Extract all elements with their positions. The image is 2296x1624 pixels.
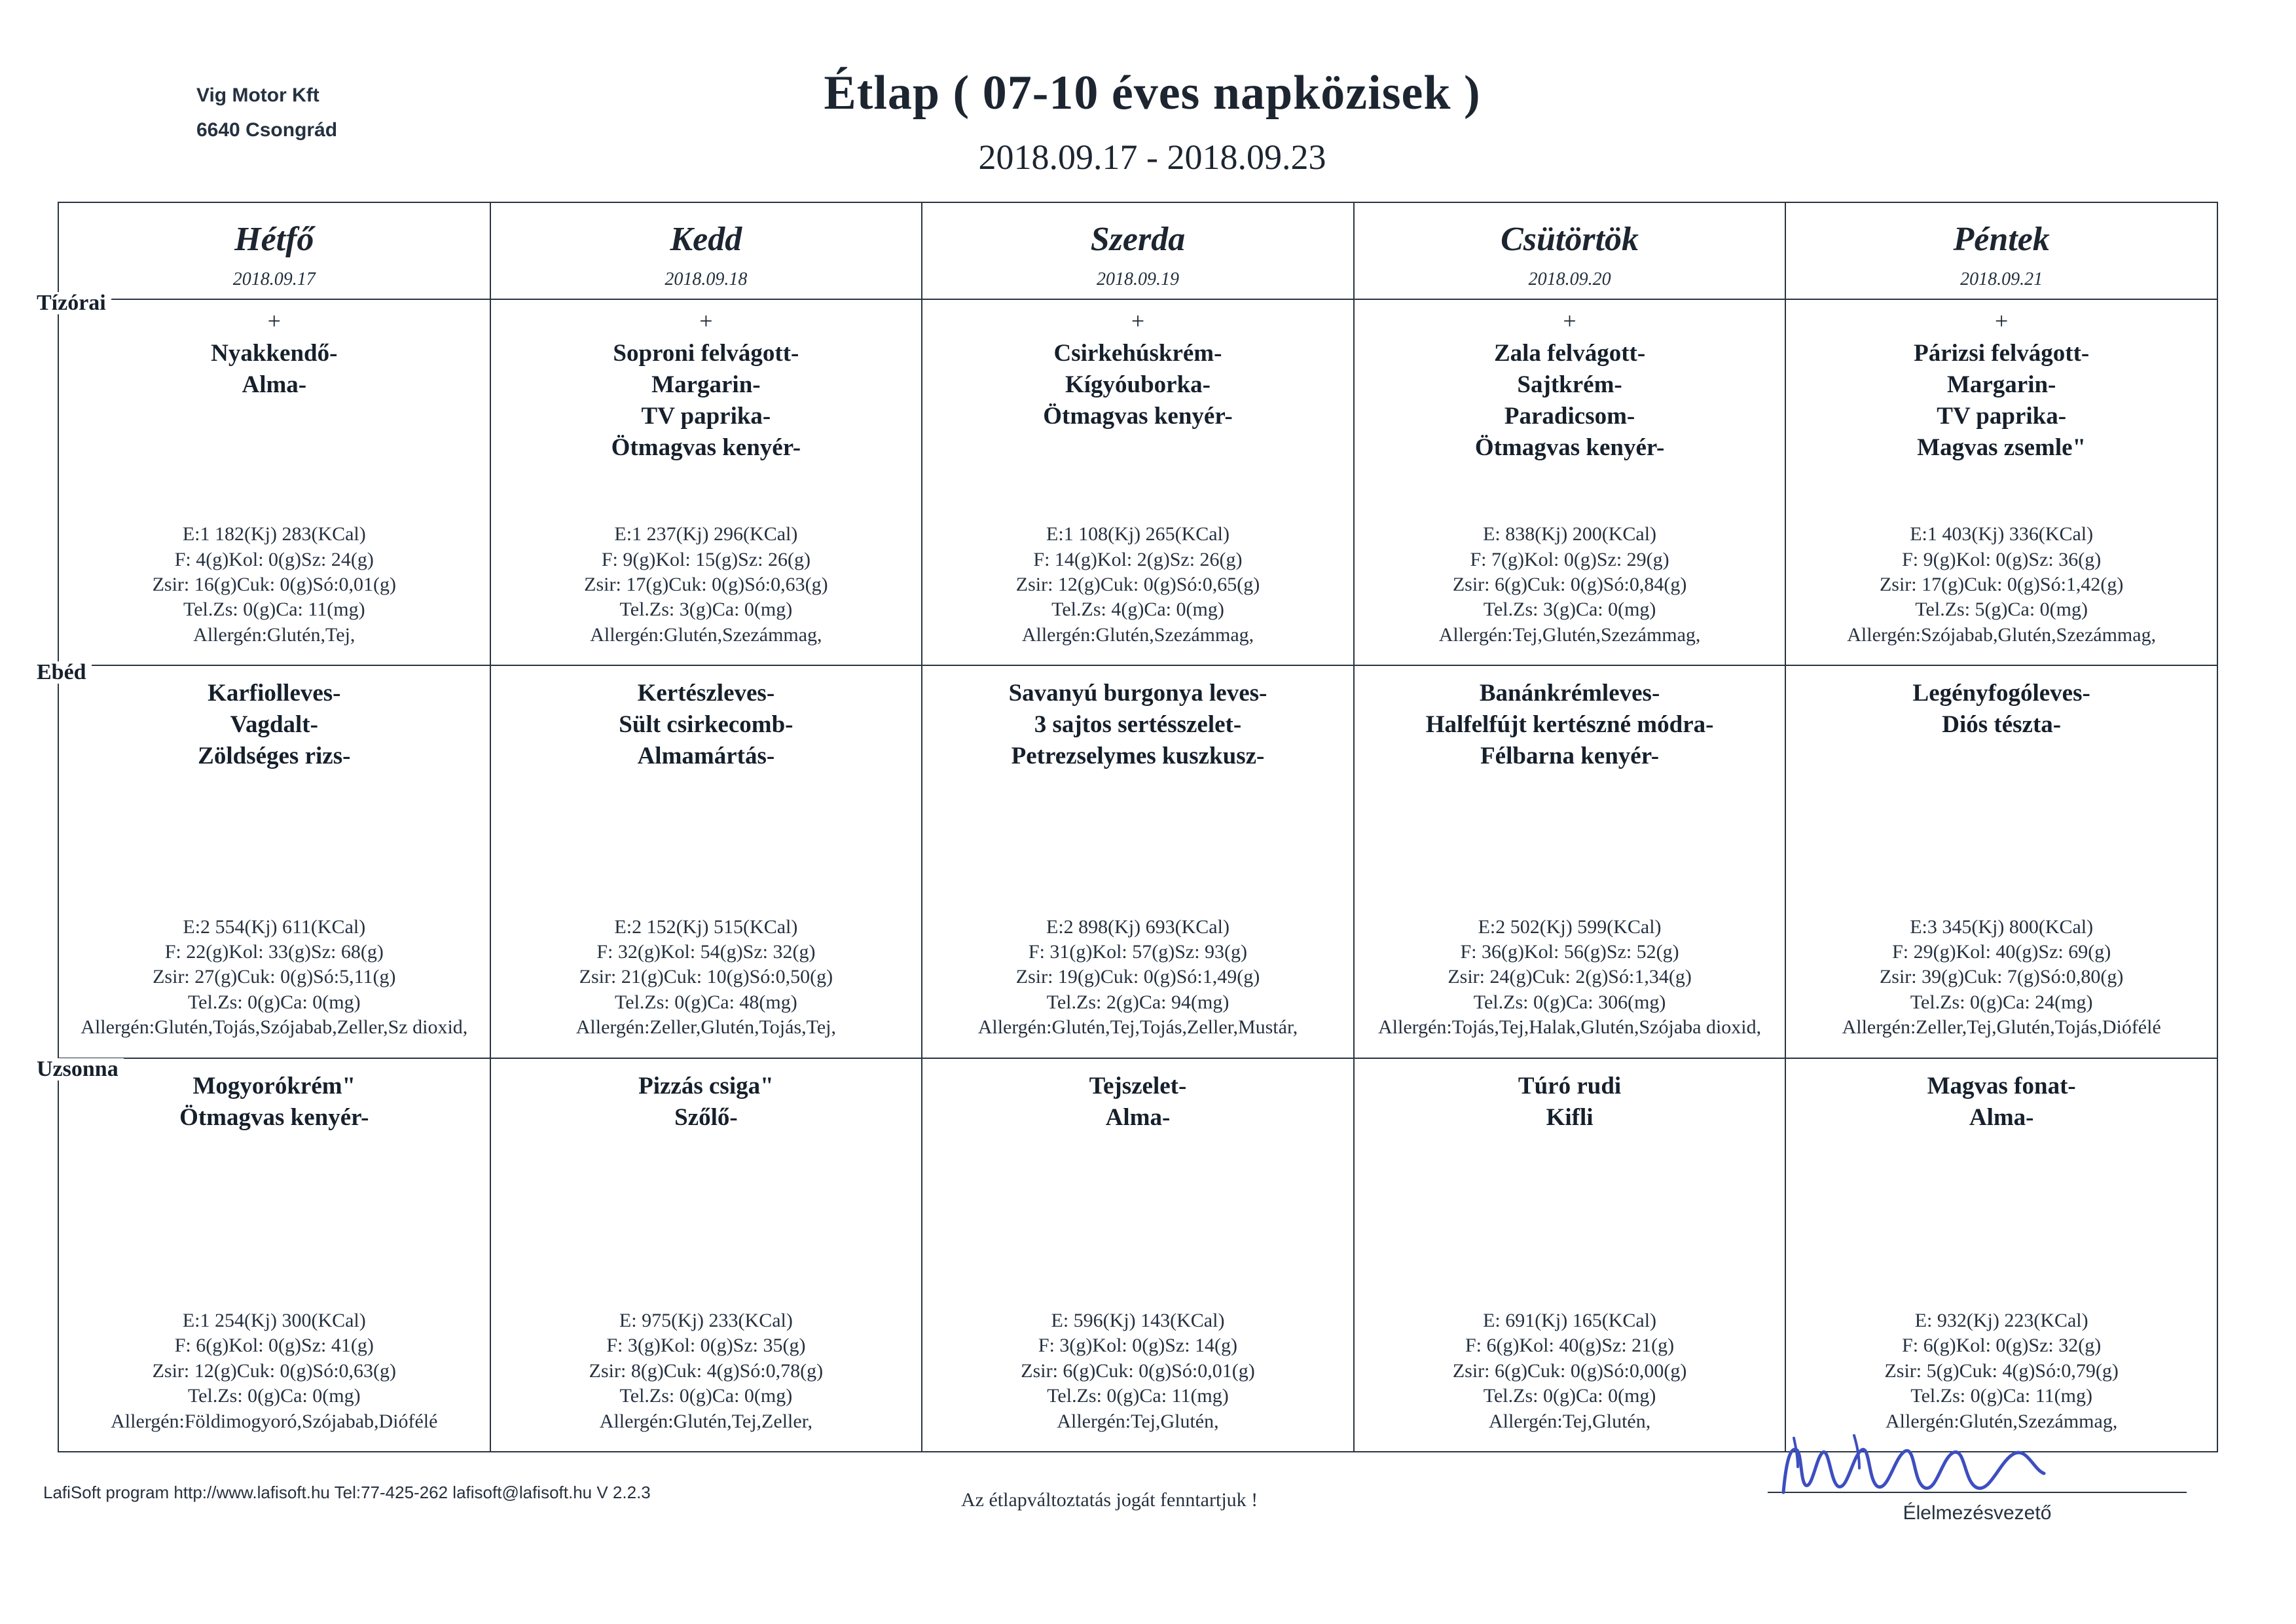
nutrition-block — [503, 522, 910, 665]
company-block — [196, 79, 471, 147]
dish-line: TV paprika- — [641, 403, 771, 430]
meal-cell-ebed-hetfo — [59, 666, 491, 1057]
day-date: 2018.09.18 — [665, 269, 748, 289]
meal-cell-uzsonna-pentek — [1786, 1059, 2217, 1451]
dish-list — [1798, 338, 2205, 464]
dish-line: Diós tészta- — [1942, 711, 2062, 739]
dish-line: Vagdalt- — [230, 711, 318, 739]
dish-line: Sült csirkecomb- — [619, 711, 793, 739]
nutrition-energy: E:2 152(Kj) 515(KCal) — [614, 915, 798, 938]
nutrition-macro2: Zsir: 5(g)Cuk: 4(g)Só:0,79(g) — [1884, 1359, 2119, 1382]
nutrition-macro1: F: 29(g)Kol: 40(g)Sz: 69(g) — [1892, 941, 2111, 963]
nutrition-macro2: Zsir: 12(g)Cuk: 0(g)Só:0,63(g) — [152, 1359, 397, 1382]
plus-mark: + — [1995, 307, 2009, 334]
allergen-text: Allergén:Glutén,Szezámmag, — [1886, 1410, 2118, 1432]
dish-line: Zöldséges rizs- — [198, 743, 351, 770]
nutrition-macro1: F: 6(g)Kol: 40(g)Sz: 21(g) — [1465, 1335, 1675, 1357]
dish-line: Soproni felvágott- — [613, 339, 799, 367]
nutrition-block — [1798, 522, 2205, 665]
dish-list — [1798, 678, 2205, 741]
nutrition-macro1: F: 22(g)Kol: 33(g)Sz: 68(g) — [164, 941, 384, 963]
day-date: 2018.09.17 — [232, 269, 316, 289]
dish-line: Párizsi felvágott- — [1914, 339, 2090, 367]
nutrition-energy: E:1 403(Kj) 336(KCal) — [1910, 523, 2094, 545]
nutrition-energy: E: 838(Kj) 200(KCal) — [1483, 523, 1657, 545]
nutrition-macro3: Tel.Zs: 0(g)Ca: 306(mg) — [1473, 991, 1666, 1013]
menu-table — [58, 202, 2218, 1452]
day-name: Hétfő — [234, 221, 314, 258]
nutrition-block — [503, 1308, 910, 1451]
nutrition-macro1: F: 9(g)Kol: 15(g)Sz: 26(g) — [601, 548, 811, 570]
nutrition-macro3: Tel.Zs: 4(g)Ca: 0(mg) — [1051, 599, 1224, 621]
dish-line: Savanyú burgonya leves- — [1008, 680, 1267, 707]
signature-icon — [1741, 1445, 2213, 1488]
dish-line: Zala felvágott- — [1493, 339, 1646, 367]
nutrition-macro2: Zsir: 8(g)Cuk: 4(g)Só:0,78(g) — [589, 1359, 824, 1382]
nutrition-macro2: Zsir: 24(g)Cuk: 2(g)Só:1,34(g) — [1448, 966, 1692, 988]
plus-mark: + — [1131, 307, 1145, 334]
program-info: LafiSoft program http://www.lafisoft.hu Tel:77-425-262 lafisoft@lafisoft.hu V 2.2.3 — [43, 1483, 651, 1502]
dish-line: Margarin- — [1946, 371, 2056, 398]
nutrition-macro3: Tel.Zs: 0(g)Ca: 0(mg) — [619, 1385, 793, 1407]
company-name: Vig Motor Kft — [196, 84, 319, 106]
nutrition-macro2: Zsir: 6(g)Cuk: 0(g)Só:0,00(g) — [1452, 1359, 1687, 1382]
row-label-uzsonna: Uzsonna — [33, 1058, 124, 1080]
nutrition-macro3: Tel.Zs: 0(g)Ca: 0(mg) — [187, 991, 361, 1013]
meal-cell-tizorai-pentek — [1786, 300, 2217, 665]
nutrition-macro3: Tel.Zs: 2(g)Ca: 94(mg) — [1046, 991, 1230, 1013]
nutrition-macro3: Tel.Zs: 0(g)Ca: 11(mg) — [1910, 1385, 2092, 1407]
dish-list — [934, 338, 1341, 432]
nutrition-energy: E:1 237(Kj) 296(KCal) — [614, 523, 798, 545]
dish-list — [71, 678, 478, 772]
day-date: 2018.09.20 — [1528, 269, 1611, 289]
meal-cell-tizorai-szerda — [922, 300, 1355, 665]
nutrition-block — [1366, 915, 1774, 1058]
allergen-text: Allergén:Tej,Glutén,Szezámmag, — [1438, 623, 1701, 646]
nutrition-macro1: F: 4(g)Kol: 0(g)Sz: 24(g) — [174, 548, 374, 570]
nutrition-energy: E: 691(Kj) 165(KCal) — [1483, 1310, 1657, 1332]
dish-line: Alma- — [1105, 1103, 1171, 1131]
dish-list — [503, 1071, 910, 1134]
meal-row-tizorai — [59, 300, 2217, 666]
dish-list — [934, 678, 1341, 772]
dish-line: Paradicsom- — [1504, 403, 1635, 430]
meal-row-ebed — [59, 666, 2217, 1058]
nutrition-macro3: Tel.Zs: 0(g)Ca: 48(mg) — [615, 991, 797, 1013]
day-name: Péntek — [1953, 221, 2050, 258]
dish-line: Petrezselymes kuszkusz- — [1011, 743, 1265, 770]
meal-cell-uzsonna-csutortok — [1355, 1059, 1787, 1451]
allergen-text: Allergén:Földimogyoró,Szójabab,Diófélé — [111, 1410, 438, 1432]
nutrition-macro3: Tel.Zs: 3(g)Ca: 0(mg) — [1483, 599, 1656, 621]
dish-line: Legényfogóleves- — [1912, 680, 2090, 707]
nutrition-macro1: F: 3(g)Kol: 0(g)Sz: 14(g) — [1038, 1335, 1238, 1357]
page-footer — [0, 1460, 2296, 1617]
dish-line: Pizzás csiga" — [638, 1072, 774, 1099]
signature-label: Élelmezésvezető — [1903, 1502, 2052, 1524]
dish-line: Mogyorókrém" — [192, 1072, 356, 1099]
page-header — [0, 0, 2296, 196]
nutrition-energy: E:1 108(Kj) 265(KCal) — [1046, 523, 1230, 545]
dish-line: Sajtkrém- — [1517, 371, 1622, 398]
nutrition-macro2: Zsir: 21(g)Cuk: 10(g)Só:0,50(g) — [579, 966, 833, 988]
nutrition-macro3: Tel.Zs: 0(g)Ca: 0(mg) — [187, 1385, 361, 1407]
disclaimer-text: Az étlapváltoztatás jogát fenntartjuk ! — [961, 1489, 1258, 1511]
dish-line: Halfelfújt kertészné módra- — [1425, 711, 1714, 739]
dish-line: Margarin- — [651, 371, 761, 398]
dish-list — [503, 678, 910, 772]
row-label-ebed: Ebéd — [33, 661, 92, 684]
meal-cell-ebed-csutortok — [1355, 666, 1787, 1057]
dish-line: Banánkrémleves- — [1479, 680, 1660, 707]
nutrition-block — [1798, 915, 2205, 1058]
allergen-text: Allergén:Glutén,Szezámmag, — [590, 623, 822, 646]
dish-line: Nyakkendő- — [211, 339, 338, 367]
dish-line: Tejszelet- — [1089, 1072, 1187, 1099]
dish-list — [1798, 1071, 2205, 1134]
nutrition-macro1: F: 3(g)Kol: 0(g)Sz: 35(g) — [606, 1335, 806, 1357]
nutrition-block — [1366, 1308, 1774, 1451]
dish-line: Kertészleves- — [637, 680, 775, 707]
nutrition-block — [71, 522, 478, 665]
nutrition-macro2: Zsir: 12(g)Cuk: 0(g)Só:0,65(g) — [1015, 574, 1260, 596]
title-block — [655, 65, 1650, 177]
nutrition-macro3: Tel.Zs: 3(g)Ca: 0(mg) — [619, 599, 793, 621]
nutrition-macro1: F: 9(g)Kol: 0(g)Sz: 36(g) — [1902, 548, 2102, 570]
nutrition-energy: E:1 182(Kj) 283(KCal) — [182, 523, 366, 545]
dish-line: Ötmagvas kenyér- — [179, 1103, 369, 1131]
nutrition-macro2: Zsir: 39(g)Cuk: 7(g)Só:0,80(g) — [1879, 966, 2124, 988]
dish-line: Ötmagvas kenyér- — [1474, 434, 1665, 462]
allergen-text: Allergén:Glutén,Tojás,Szójabab,Zeller,Sz dioxid, — [81, 1016, 468, 1039]
dish-list — [1366, 678, 1774, 772]
day-header-hetfo — [59, 203, 491, 299]
meal-cell-uzsonna-kedd — [491, 1059, 923, 1451]
nutrition-energy: E:2 898(Kj) 693(KCal) — [1046, 915, 1230, 938]
nutrition-macro1: F: 31(g)Kol: 57(g)Sz: 93(g) — [1028, 941, 1248, 963]
day-name: Kedd — [670, 221, 742, 258]
nutrition-macro2: Zsir: 16(g)Cuk: 0(g)Só:0,01(g) — [152, 574, 397, 596]
meal-cell-tizorai-kedd — [491, 300, 923, 665]
page-title: Étlap ( 07-10 éves napközisek ) — [824, 66, 1481, 120]
nutrition-macro2: Zsir: 27(g)Cuk: 0(g)Só:5,11(g) — [153, 966, 396, 988]
nutrition-macro2: Zsir: 17(g)Cuk: 0(g)Só:0,63(g) — [584, 574, 828, 596]
meal-cell-ebed-pentek — [1786, 666, 2217, 1057]
meal-cell-tizorai-csutortok — [1355, 300, 1787, 665]
nutrition-macro1: F: 6(g)Kol: 0(g)Sz: 32(g) — [1902, 1335, 2102, 1357]
dish-line: Alma- — [1969, 1103, 2034, 1131]
company-address: 6640 Csongrád — [196, 119, 338, 141]
dish-line: Ötmagvas kenyér- — [611, 434, 801, 462]
nutrition-macro1: F: 14(g)Kol: 2(g)Sz: 26(g) — [1033, 548, 1243, 570]
dish-line: Ötmagvas kenyér- — [1043, 403, 1233, 430]
meal-cell-tizorai-hetfo — [59, 300, 491, 665]
allergen-text: Allergén:Glutén,Tej,Tojás,Zeller,Mustár, — [977, 1016, 1298, 1039]
dish-line: Félbarna kenyér- — [1480, 743, 1660, 770]
meal-cell-ebed-kedd — [491, 666, 923, 1057]
plus-mark: + — [699, 307, 713, 334]
nutrition-macro3: Tel.Zs: 0(g)Ca: 11(mg) — [1047, 1385, 1229, 1407]
dish-list — [503, 338, 910, 464]
allergen-text: Allergén:Glutén,Szezámmag, — [1021, 623, 1254, 646]
allergen-text: Allergén:Tej,Glutén, — [1057, 1410, 1219, 1432]
table-header-row — [59, 203, 2217, 300]
meal-cell-uzsonna-szerda — [922, 1059, 1355, 1451]
nutrition-macro3: Tel.Zs: 5(g)Ca: 0(mg) — [1915, 599, 2088, 621]
day-header-pentek — [1786, 203, 2217, 299]
dish-line: Túró rudi — [1518, 1072, 1622, 1099]
allergen-text: Allergén:Zeller,Glutén,Tojás,Tej, — [575, 1016, 837, 1039]
allergen-text: Allergén:Tej,Glutén, — [1488, 1410, 1651, 1432]
dish-line: Magvas fonat- — [1927, 1072, 2076, 1099]
nutrition-block — [71, 1308, 478, 1451]
nutrition-block — [934, 915, 1341, 1058]
date-range: 2018.09.17 - 2018.09.23 — [978, 138, 1326, 177]
dish-line: Kígyóuborka- — [1065, 371, 1211, 398]
meal-cell-uzsonna-hetfo — [59, 1059, 491, 1451]
day-header-szerda — [922, 203, 1355, 299]
nutrition-macro2: Zsir: 6(g)Cuk: 0(g)Só:0,84(g) — [1452, 574, 1687, 596]
nutrition-macro3: Tel.Zs: 0(g)Ca: 0(mg) — [1483, 1385, 1656, 1407]
day-name: Szerda — [1090, 221, 1186, 258]
nutrition-energy: E: 975(Kj) 233(KCal) — [619, 1310, 793, 1332]
dish-line: TV paprika- — [1937, 403, 2067, 430]
dish-list — [934, 1071, 1341, 1134]
day-date: 2018.09.21 — [1960, 269, 2043, 289]
signature-block — [1741, 1445, 2213, 1524]
allergen-text: Allergén:Glutén,Tej, — [193, 623, 355, 646]
nutrition-block — [934, 1308, 1341, 1451]
nutrition-macro1: F: 36(g)Kol: 56(g)Sz: 52(g) — [1460, 941, 1679, 963]
plus-mark: + — [267, 307, 281, 334]
nutrition-macro1: F: 32(g)Kol: 54(g)Sz: 32(g) — [596, 941, 816, 963]
nutrition-block — [503, 915, 910, 1058]
nutrition-block — [1366, 522, 1774, 665]
nutrition-macro3: Tel.Zs: 0(g)Ca: 24(mg) — [1910, 991, 2093, 1013]
nutrition-energy: E:2 554(Kj) 611(KCal) — [183, 915, 366, 938]
allergen-text: Allergén:Szójabab,Glutén,Szezámmag, — [1847, 623, 2157, 646]
meal-row-uzsonna — [59, 1059, 2217, 1451]
row-label-tizorai: Tízórai — [33, 292, 111, 314]
dish-list — [71, 338, 478, 401]
meal-cell-ebed-szerda — [922, 666, 1355, 1057]
nutrition-energy: E:2 502(Kj) 599(KCal) — [1478, 915, 1662, 938]
nutrition-macro2: Zsir: 6(g)Cuk: 0(g)Só:0,01(g) — [1021, 1359, 1255, 1382]
dish-line: Csirkehúskrém- — [1053, 339, 1222, 367]
allergen-text: Allergén:Tojás,Tej,Halak,Glutén,Szójaba dioxid, — [1378, 1016, 1762, 1039]
nutrition-energy: E:1 254(Kj) 300(KCal) — [182, 1310, 366, 1332]
nutrition-energy: E: 932(Kj) 223(KCal) — [1914, 1310, 2088, 1332]
day-header-kedd — [491, 203, 923, 299]
dish-line: Almamártás- — [637, 743, 775, 770]
nutrition-energy: E: 596(Kj) 143(KCal) — [1051, 1310, 1225, 1332]
plus-mark: + — [1563, 307, 1576, 334]
day-date: 2018.09.19 — [1096, 269, 1179, 289]
nutrition-macro2: Zsir: 17(g)Cuk: 0(g)Só:1,42(g) — [1879, 574, 2124, 596]
allergen-text: Allergén:Glutén,Tej,Zeller, — [599, 1410, 812, 1432]
day-header-csutortok — [1355, 203, 1787, 299]
dish-list — [1366, 1071, 1774, 1134]
allergen-text: Allergén:Zeller,Tej,Glutén,Tojás,Diófélé — [1842, 1016, 2161, 1039]
nutrition-block — [71, 915, 478, 1058]
nutrition-macro1: F: 7(g)Kol: 0(g)Sz: 29(g) — [1470, 548, 1669, 570]
day-name: Csütörtök — [1501, 221, 1639, 258]
nutrition-macro2: Zsir: 19(g)Cuk: 0(g)Só:1,49(g) — [1015, 966, 1260, 988]
dish-line: Szőlő- — [674, 1103, 738, 1131]
dish-line: Kifli — [1546, 1103, 1594, 1131]
nutrition-energy: E:3 345(Kj) 800(KCal) — [1910, 915, 2094, 938]
dish-line: 3 sajtos sertésszelet- — [1034, 711, 1242, 739]
nutrition-macro1: F: 6(g)Kol: 0(g)Sz: 41(g) — [174, 1335, 374, 1357]
nutrition-block — [934, 522, 1341, 665]
nutrition-macro3: Tel.Zs: 0(g)Ca: 11(mg) — [183, 599, 365, 621]
dish-line: Karfiolleves- — [208, 680, 341, 707]
dish-line: Alma- — [242, 371, 307, 398]
dish-line: Magvas zsemle" — [1917, 434, 2086, 462]
dish-list — [1366, 338, 1774, 464]
dish-list — [71, 1071, 478, 1134]
